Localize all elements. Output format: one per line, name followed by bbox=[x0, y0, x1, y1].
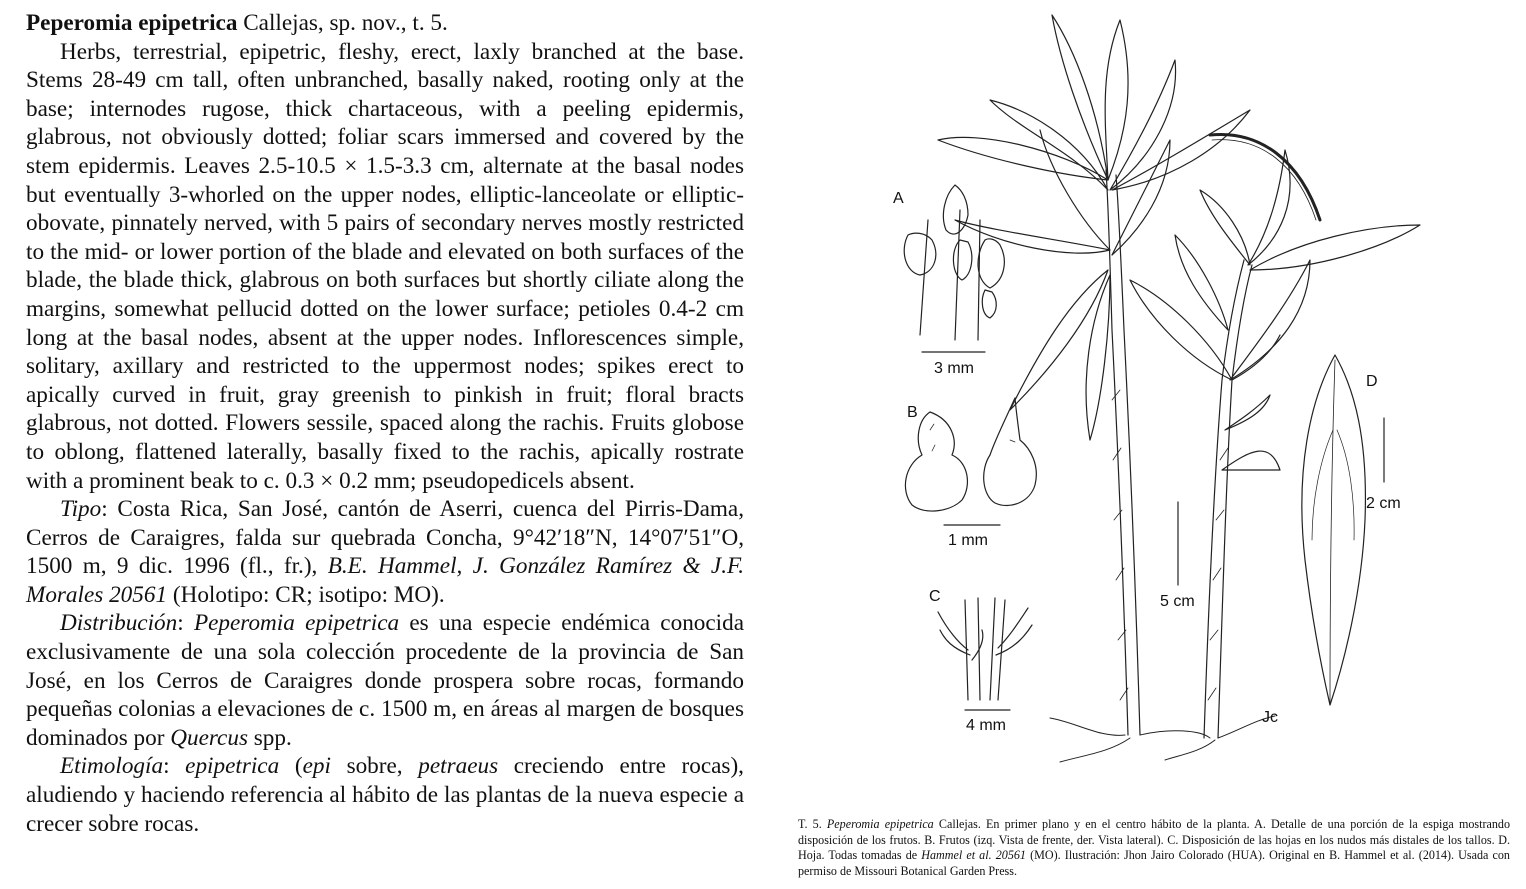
distribucion-label: Distribución bbox=[60, 610, 178, 637]
etimologia-paragraph bbox=[26, 752, 744, 838]
distribucion-spp: spp. bbox=[247, 724, 292, 751]
etimologia-petraeus: petraeus bbox=[418, 753, 499, 780]
scale-label-b: 1 mm bbox=[948, 532, 988, 549]
scale-label-c: 4 mm bbox=[966, 717, 1006, 734]
distribucion-species: Peperomia epipetrica bbox=[193, 610, 400, 637]
label-a: A bbox=[893, 190, 904, 207]
caption-credits: (MO). Ilustración: Jhon Jairo Colorado (HUA). Original en B. Hammel et al. (2014). Usada con permiso de Missouri Botanical Garden Press. bbox=[798, 848, 1510, 878]
etimologia-epi: epi bbox=[302, 753, 331, 780]
tipo-collectors: B.E. Hammel, J. González Ramírez & J.F. Morales 20561 bbox=[26, 553, 744, 608]
tipo-herbaria: (Holotipo: CR; isotipo: MO). bbox=[167, 581, 445, 608]
species-name: Peperomia epipetrica bbox=[26, 10, 238, 36]
label-d: D bbox=[1366, 373, 1378, 390]
etimologia-sobre: sobre, bbox=[330, 753, 419, 780]
label-b: B bbox=[907, 404, 918, 421]
detail-d-leaf bbox=[1302, 355, 1366, 705]
distribucion-genus: Quercus bbox=[170, 724, 248, 751]
detail-c-nodes bbox=[938, 598, 1032, 700]
etimologia-label: Etimología bbox=[60, 753, 164, 780]
etimologia-colon: : bbox=[163, 753, 186, 780]
tipo-label: Tipo bbox=[60, 496, 102, 523]
caption-text: Callejas. En primer plano y en el centro hábito de la planta. A. Detalle de una porción de la espiga mostrando disposición de los frutos. B. Frutos (izq. Vista de frente, der. Vista lateral). C. Disposición de las hojas en los nudos más distales de los tallos. D. Hoja. Todas tomadas de bbox=[798, 817, 1510, 862]
species-heading bbox=[26, 9, 744, 38]
label-c: C bbox=[929, 588, 941, 605]
tipo-paragraph bbox=[26, 495, 744, 609]
tipo-text: : Costa Rica, San José, cantón de Aserri, cuenca del Pirris-Dama, Cerros de Caraigres, falda sur quebrada Concha, 9°42′18″N, 14°07′51″O, 1500 m, 9 dic. 1996 (fl., fr.), bbox=[26, 496, 744, 580]
distribucion-colon: : bbox=[177, 610, 194, 637]
detail-b-fruits bbox=[905, 398, 1036, 511]
figure-caption bbox=[798, 817, 1510, 879]
caption-specimen: Hammel et al. 20561 bbox=[921, 848, 1026, 862]
species-treatment bbox=[26, 9, 744, 838]
svg-text:Jc: Jc bbox=[1262, 709, 1278, 726]
description-paragraph: Herbs, terrestrial, epipetric, fleshy, erect, laxly branched at the base. Stems 28-49 cm tall, often unbranched, basally naked, rooting only at the base; internodes rugose, thick chartaceous, with a peeling epidermis, glabrous, not obviously dotted; foliar scars immersed and covered by the stem epidermis. Leaves 2.5-10.5 × 1.5-3.3 cm, alternate at the basal nodes but eventually 3-whorled on the upper nodes, elliptic-lanceolate or elliptic-obovate, pinnately nerved, with 5 pairs of secondary nerves mostly restricted to the mid- or lower portion of the blade and elevated on both surfaces of the blade, the blade thick, glabrous on both surfaces but shortly ciliate along the margins, somewhat pellucid dotted on the lower surface; petioles 0.4-2 cm long at the basal nodes, absent at the upper nodes. Inflorescences simple, solitary, axillary and restricted to the uppermost nodes; spikes erect to apically curved in fruit, gray greenish to pinkish in fruit; floral bracts glabrous, not dotted. Flowers sessile, spaced along the rachis. Fruits globose to oblong, flattened laterally, basally fixed to the rachis, apically rostrate with a prominent beak to c. 0.3 × 0.2 mm; pseudopedicels absent. bbox=[26, 38, 744, 494]
species-authority: Callejas, sp. nov., t. 5. bbox=[243, 10, 448, 36]
distribucion-paragraph bbox=[26, 609, 744, 752]
distribucion-text: es una especie endémica conocida exclusivamente de una sola colección procedente de la provincia de San José, en los Cerros de Caraigres donde prospera sobre rocas, formando pequeñas colonias a elevaciones de c. 1500 m, en áreas al margen de bosques dominados por bbox=[26, 610, 744, 751]
scale-label-main: 5 cm bbox=[1160, 593, 1195, 610]
etimologia-paren: ( bbox=[279, 753, 303, 780]
caption-prefix: T. 5. bbox=[798, 817, 827, 831]
detail-a-spike bbox=[904, 185, 1004, 340]
scale-label-a: 3 mm bbox=[934, 360, 974, 377]
botanical-illustration bbox=[850, 0, 1526, 800]
scale-label-d: 2 cm bbox=[1366, 495, 1401, 512]
caption-species: Peperomia epipetrica bbox=[826, 817, 934, 831]
etimologia-text: creciendo entre rocas), aludiendo y haciendo referencia al hábito de las plantas de la nueva especie a crecer sobre rocas. bbox=[26, 753, 744, 837]
plant-habit bbox=[938, 15, 1420, 762]
etimologia-word: epipetrica bbox=[185, 753, 280, 780]
